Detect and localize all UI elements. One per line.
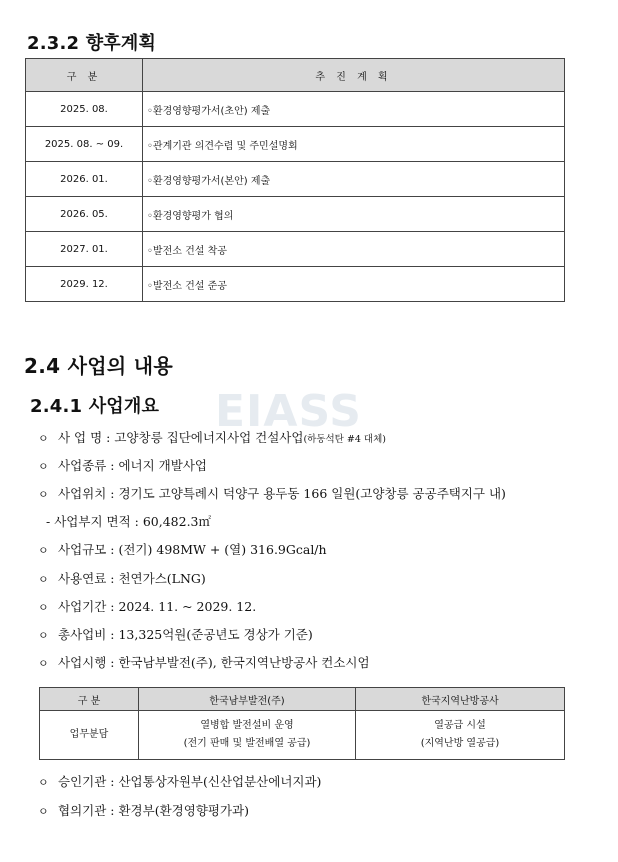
circle-bullet-icon: ㅇ bbox=[38, 601, 49, 614]
plan-task bbox=[143, 232, 565, 267]
circle-bullet-icon: ㅇ bbox=[38, 629, 49, 642]
plan-task bbox=[143, 197, 565, 232]
plan-date: 2026. 05. bbox=[26, 197, 143, 232]
table-row bbox=[26, 162, 565, 197]
table-row bbox=[40, 711, 565, 760]
work-division-table bbox=[39, 687, 565, 760]
plan-task-text: 환경영향평가서(초안) 제출 bbox=[152, 105, 271, 117]
circle-bullet-icon: ㅇ bbox=[38, 488, 49, 501]
item-value: 13,325억원(준공년도 경상가 기준) bbox=[118, 627, 313, 642]
list-item: ㅇ 사업종류 : 에너지 개발사업 bbox=[38, 458, 207, 473]
table-row bbox=[26, 197, 565, 232]
item-label: 사업부지 면적 bbox=[54, 514, 131, 529]
item-label: 사업위치 bbox=[58, 486, 107, 501]
circle-bullet-icon: ㅇ bbox=[38, 776, 49, 789]
section-title-2-4-1: 2.4.1 사업개요 bbox=[30, 396, 160, 417]
item-label: 사업시행 bbox=[58, 655, 107, 670]
item-value: 산업통상자원부(신산업분산에너지과) bbox=[118, 774, 322, 789]
table-row bbox=[26, 267, 565, 302]
list-item: ㅇ 총사업비 : 13,325억원(준공년도 경상가 기준) bbox=[38, 627, 313, 642]
item-label: 협의기관 bbox=[58, 803, 107, 818]
plan-task bbox=[143, 267, 565, 302]
circle-bullet-icon: ㅇ bbox=[38, 657, 49, 670]
item-value: 경기도 고양특례시 덕양구 용두동 166 일원(고양창릉 공공주택지구 내) bbox=[118, 486, 506, 501]
list-item-sub: - 사업부지 면적 : 60,482.3㎡ bbox=[46, 514, 211, 529]
task-bullet-icon: ◦ bbox=[147, 210, 153, 222]
plan-task-text: 발전소 건설 준공 bbox=[152, 280, 227, 292]
plan-task bbox=[143, 127, 565, 162]
plan-task bbox=[143, 162, 565, 197]
circle-bullet-icon: ㅇ bbox=[38, 805, 49, 818]
list-item: ㅇ 승인기관 : 산업통상자원부(신산업분산에너지과) bbox=[38, 774, 322, 789]
plan-table bbox=[25, 58, 565, 302]
plan-table-header bbox=[26, 59, 565, 92]
list-item: ㅇ 사업규모 : (전기) 498MW + (열) 316.9Gcal/h bbox=[38, 542, 327, 557]
item-label: 승인기관 bbox=[58, 774, 107, 789]
plan-task-text: 관계기관 의견수렴 및 주민설명회 bbox=[152, 140, 298, 152]
task-bullet-icon: ◦ bbox=[147, 140, 153, 152]
org-header-kdhc: 한국지역난방공사 bbox=[356, 688, 565, 711]
org-kospo-role-line2: (전기 판매 및 발전배열 공급) bbox=[183, 738, 311, 749]
plan-header-category: 구 분 bbox=[26, 59, 143, 92]
plan-date: 2025. 08. bbox=[26, 92, 143, 127]
item-label: 사업기간 bbox=[58, 599, 107, 614]
item-value: 2024. 11. ~ 2029. 12. bbox=[118, 599, 257, 614]
plan-task bbox=[143, 92, 565, 127]
table-row bbox=[26, 127, 565, 162]
item-value: 고양창릉 집단에너지사업 건설사업 bbox=[114, 430, 304, 445]
item-value: 천연가스(LNG) bbox=[118, 571, 206, 586]
eiass-watermark: EIASS bbox=[215, 386, 362, 437]
task-bullet-icon: ◦ bbox=[147, 175, 153, 187]
org-header-category: 구 분 bbox=[40, 688, 139, 711]
plan-task-text: 환경영향평가 협의 bbox=[152, 210, 234, 222]
circle-bullet-icon: ㅇ bbox=[38, 460, 49, 473]
item-value: 에너지 개발사업 bbox=[118, 458, 207, 473]
item-label: 사업규모 bbox=[58, 542, 107, 557]
org-kospo-role bbox=[139, 711, 356, 760]
plan-date: 2025. 08. ~ 09. bbox=[26, 127, 143, 162]
table-row bbox=[26, 92, 565, 127]
item-value: 60,482.3㎡ bbox=[142, 514, 211, 529]
list-item: ㅇ 사업위치 : 경기도 고양특례시 덕양구 용두동 166 일원(고양창릉 공공주택지구 내) bbox=[38, 486, 506, 501]
org-row-label: 업무분담 bbox=[40, 711, 139, 760]
org-kdhc-role-line1: 열공급 시설 bbox=[434, 720, 486, 731]
section-title-2-3-2: 2.3.2 향후계획 bbox=[27, 33, 157, 54]
item-value: 환경부(환경영향평가과) bbox=[118, 803, 249, 818]
list-item: ㅇ 협의기관 : 환경부(환경영향평가과) bbox=[38, 803, 249, 818]
section-title-2-4: 2.4 사업의 내용 bbox=[24, 354, 173, 378]
task-bullet-icon: ◦ bbox=[147, 245, 153, 257]
plan-date: 2027. 01. bbox=[26, 232, 143, 267]
table-row bbox=[26, 232, 565, 267]
plan-task-text: 발전소 건설 착공 bbox=[152, 245, 227, 257]
circle-bullet-icon: ㅇ bbox=[38, 432, 49, 445]
task-bullet-icon: ◦ bbox=[147, 105, 153, 117]
plan-date: 2026. 01. bbox=[26, 162, 143, 197]
circle-bullet-icon: ㅇ bbox=[38, 544, 49, 557]
task-bullet-icon: ◦ bbox=[147, 280, 153, 292]
list-item: ㅇ 사용연료 : 천연가스(LNG) bbox=[38, 571, 206, 586]
item-note: (하동석탄 #4 대체) bbox=[303, 434, 386, 445]
org-header-kospo: 한국남부발전(주) bbox=[139, 688, 356, 711]
circle-bullet-icon: ㅇ bbox=[38, 573, 49, 586]
list-item: ㅇ 사업시행 : 한국남부발전(주), 한국지역난방공사 컨소시엄 bbox=[38, 655, 370, 670]
list-item: ㅇ 사 업 명 : 고양창릉 집단에너지사업 건설사업(하동석탄 #4 대체) bbox=[38, 430, 386, 445]
item-label: 사용연료 bbox=[58, 571, 107, 586]
org-kdhc-role bbox=[356, 711, 565, 760]
org-kdhc-role-line2: (지역난방 열공급) bbox=[420, 738, 500, 749]
item-label: 사업종류 bbox=[58, 458, 107, 473]
item-label: 사 업 명 bbox=[58, 430, 103, 445]
dash-bullet-icon: - bbox=[46, 514, 51, 529]
item-label: 총사업비 bbox=[58, 627, 107, 642]
item-value: 한국남부발전(주), 한국지역난방공사 컨소시엄 bbox=[118, 655, 370, 670]
org-kospo-role-line1: 열병합 발전설비 운영 bbox=[200, 720, 294, 731]
plan-date: 2029. 12. bbox=[26, 267, 143, 302]
item-value: (전기) 498MW + (열) 316.9Gcal/h bbox=[118, 542, 327, 557]
plan-header-plan: 추 진 계 획 bbox=[143, 59, 565, 92]
plan-task-text: 환경영향평가서(본안) 제출 bbox=[152, 175, 271, 187]
org-table-header bbox=[40, 688, 565, 711]
list-item: ㅇ 사업기간 : 2024. 11. ~ 2029. 12. bbox=[38, 599, 257, 614]
